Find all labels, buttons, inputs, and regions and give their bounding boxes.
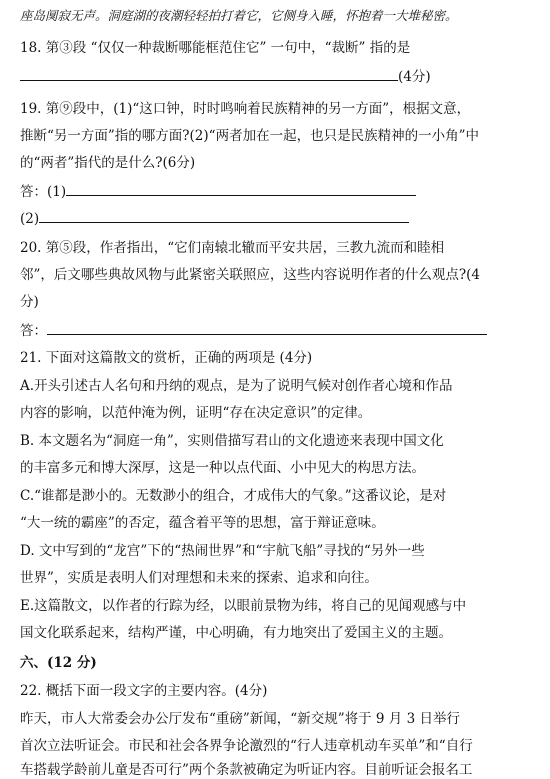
question-19-answer-2-row xyxy=(20,210,542,227)
question-20-answer-blank[interactable] xyxy=(47,322,487,335)
question-19-answer-1-label: 答：(1) xyxy=(20,184,67,200)
question-19-answer-1-row xyxy=(20,183,542,200)
passage-tail-text: 座岛阒寂无声。洞庭湖的夜潮轻轻拍打着它，它侧身入睡，怀抱着一大堆秘密。 xyxy=(20,8,458,23)
question-21-option-d-line-1: D. 文中写到的“龙宫”下的“热闹世界”和“宇航飞船”寻找的“另外一些 xyxy=(20,543,425,559)
section-6-heading: 六、(12 分) xyxy=(20,655,97,671)
question-21-option-e-line-2: 国文化联系起来，结构严谨，中心明确，有力地突出了爱国主义的主题。 xyxy=(20,625,452,641)
question-21-option-a-line-1: A.开头引述古人名句和丹纳的观点，是为了说明气候对创作者心境和作品 xyxy=(20,378,453,394)
question-20-line-3: 分) xyxy=(20,294,39,310)
question-21-option-c-line-1: C.“谁都是渺小的。无数渺小的组合，才成伟大的气象。”这番议论，是对 xyxy=(20,488,447,504)
question-20-answer-label: 答： xyxy=(20,323,47,339)
question-20-answer-row xyxy=(20,322,542,339)
question-20-line-2: 邻”，后文哪些典故风物与此紧密关联照应，这些内容说明作者的什么观点?(4 xyxy=(20,267,480,283)
question-21-option-e-line-1: E.这篇散文，以作者的行踪为经，以眼前景物为纬，将自己的见闻观感与中 xyxy=(20,598,467,614)
question-21-option-c-line-2: “大一统的霸座”的否定，蕴含着平等的思想，富于辩证意味。 xyxy=(20,515,385,531)
question-22-paragraph-line-3: 车搭载学龄前儿童是否可行”两个条款被确定为听证内容。目前听证会报名工 xyxy=(20,762,473,778)
question-21-option-b-line-1: B. 本文题名为“洞庭一角”，实则借描写君山的文化遗迹来表现中国文化 xyxy=(20,433,444,449)
question-19-answer-1-blank[interactable] xyxy=(66,183,416,196)
question-21-option-d-line-2: 世界”，实质是表明人们对理想和未来的探索、追求和向往。 xyxy=(20,570,378,586)
question-19-line-1: 19. 第⑨段中，(1)“这口钟，时时鸣响着民族精神的另一方面”，根据文意， xyxy=(20,101,471,117)
question-21-stem: 21. 下面对这篇散文的赏析，正确的两项是 (4分) xyxy=(20,350,313,366)
question-19-answer-2-blank[interactable] xyxy=(39,210,409,223)
question-22-paragraph-line-2: 首次立法听证会。市民和社会各界争论激烈的“行人违章机动车买单”和“自行 xyxy=(20,738,473,754)
question-19-line-2: 推断“另一方面”指的哪方面?(2)“两者加在一起，也只是民族精神的一小角”中 xyxy=(20,128,479,144)
question-18-answer-row xyxy=(20,68,542,85)
question-22-text: 22. 概括下面一段文字的主要内容。(4分) xyxy=(20,683,268,699)
question-19-answer-2-label: (2) xyxy=(20,211,40,227)
question-21-option-b-line-2: 的丰富多元和博大深厚，这是一种以点代面、小中见大的构思方法。 xyxy=(20,460,425,476)
question-22-paragraph-line-1: 昨天，市人大常委会办公厅发布“重磅”新闻，“新交规”将于 9 月 3 日举行 xyxy=(20,711,460,727)
question-18-text: 18. 第③段 “仅仅一种裁断哪能框范住它” 一句中，“裁断” 指的是 xyxy=(20,40,411,56)
question-19-line-3: 的“两者”指代的是什么?(6分) xyxy=(20,155,196,171)
question-21-option-a-line-2: 内容的影响，以范仲淹为例，证明“存在决定意识”的定律。 xyxy=(20,405,372,421)
question-18-answer-blank[interactable] xyxy=(20,68,398,81)
question-18-points: (4分) xyxy=(398,69,431,85)
question-20-line-1: 20. 第⑤段，作者指出，“它们南辕北辙而平安共居，三教九流而和睦相 xyxy=(20,240,445,256)
